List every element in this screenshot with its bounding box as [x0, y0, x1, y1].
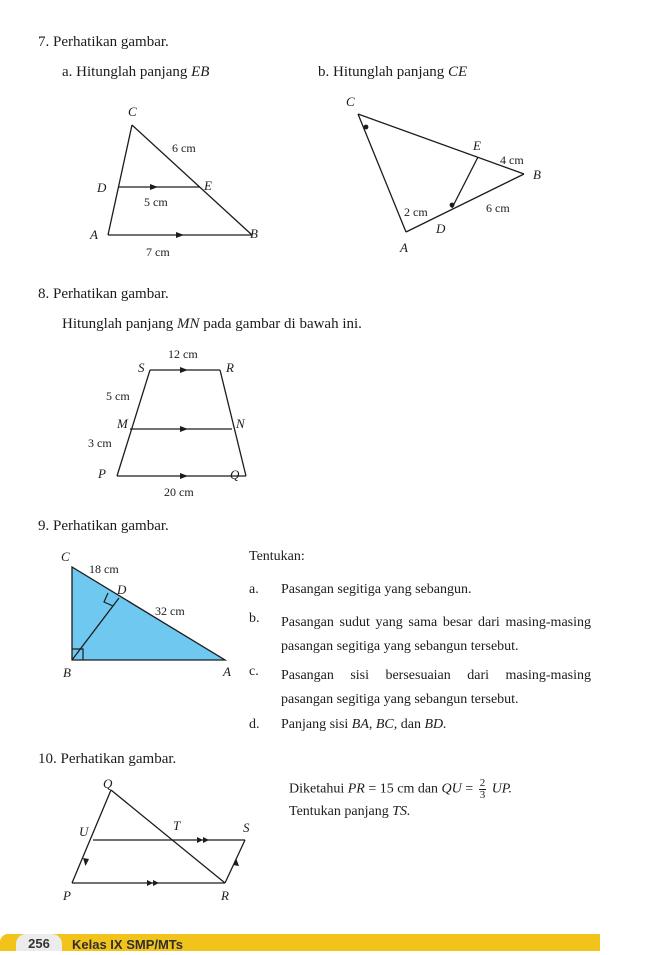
q9-d-prefix: Panjang sisi — [281, 717, 352, 732]
fig8-label-n: N — [236, 416, 245, 431]
fig10-label-r: R — [221, 888, 229, 903]
q7-figure-b — [340, 92, 560, 267]
fig8-label-m: M — [117, 416, 128, 431]
fig8-measure-pq: 20 cm — [164, 485, 194, 499]
fig10-arrow-rs — [233, 858, 239, 866]
fig10-label-q: Q — [103, 778, 113, 791]
fig8-measure-sm: 5 cm — [106, 389, 130, 403]
fig-b-measure-eb: 4 cm — [500, 153, 524, 167]
q7-figure-a — [80, 100, 280, 265]
fig9-label-a: A — [223, 664, 231, 679]
fig9-measure-cd: 18 cm — [89, 562, 119, 576]
q10-ask-prefix: Tentukan panjang — [289, 804, 393, 819]
q9-c-letter: c. — [249, 664, 259, 679]
q9-tentukan: Tentukan: — [249, 549, 305, 564]
fig-a-arrow-ab — [176, 232, 184, 238]
q9-b-letter: b. — [249, 611, 260, 626]
q7-title: 7. Perhatikan gambar. — [38, 34, 169, 50]
q7-part-a — [62, 64, 209, 81]
q8-title: 8. Perhatikan gambar. — [38, 286, 169, 302]
q7-a-var: EB — [191, 64, 210, 80]
q8-instr-var: MN — [176, 316, 200, 332]
fig8-label-s: S — [138, 360, 145, 375]
q9-d-letter: d. — [249, 717, 260, 732]
fig-b-angle-c — [364, 125, 369, 130]
q10-given-eq: = 15 cm dan — [364, 781, 442, 797]
fig-b-label-c: C — [346, 94, 355, 109]
fig10-arrow-up — [83, 858, 89, 866]
q9-d-vars: BA, BC, — [351, 717, 398, 732]
q9-d-mid: dan — [397, 717, 425, 732]
q8-instr-suffix: pada gambar di bawah ini. — [199, 316, 362, 332]
fig9-label-b: B — [63, 665, 71, 680]
q10-ask-var: TS. — [392, 804, 411, 819]
fig-a-label-e: E — [204, 178, 212, 193]
fig8-label-p: P — [98, 466, 106, 481]
q8-figure — [80, 342, 280, 502]
fig10-arrows-pr — [147, 880, 159, 886]
q7-b-text: b. Hitunglah panjang — [318, 64, 448, 80]
q10-ask — [289, 804, 411, 820]
q10-fraction — [479, 778, 487, 801]
q10-given-prefix: Diketahui — [289, 781, 348, 797]
q7-part-b — [318, 64, 467, 81]
fig-a-label-a: A — [90, 227, 98, 242]
fig8-arrow-sr — [180, 367, 188, 373]
q9-figure — [55, 545, 245, 685]
q10-given-qu: QU — [441, 781, 462, 797]
q9-b-text: Pasangan sudut yang sama besar dari masing-masing pasangan segitiga yang sebangun tersebut. — [281, 615, 591, 654]
fig9-triangle-cba — [72, 567, 225, 660]
fig9-label-c: C — [61, 549, 70, 564]
fig8-label-r: R — [226, 360, 234, 375]
fig8-arrow-mn — [180, 426, 188, 432]
fig10-label-p: P — [63, 888, 71, 903]
fig-a-arrow-de — [150, 184, 158, 190]
q10-frac-num: 2 — [479, 777, 486, 789]
q10-title: 10. Perhatikan gambar. — [38, 751, 177, 767]
q10-figure — [55, 778, 265, 908]
fig-b-label-a: A — [400, 240, 408, 255]
q9-d-last: BD. — [424, 717, 447, 732]
q9-title: 9. Perhatikan gambar. — [38, 518, 169, 534]
fig-b-side-ca — [358, 114, 406, 232]
book-title: Kelas IX SMP/MTs — [72, 937, 184, 952]
fig-a-measure-ce: 6 cm — [172, 141, 196, 155]
q8-instr-prefix: Hitunglah panjang — [62, 316, 177, 332]
fig10-label-t: T — [173, 818, 181, 833]
fig8-measure-sr: 12 cm — [168, 347, 198, 361]
fig10-side-qr — [111, 790, 225, 883]
q9-c-text: Pasangan sisi bersesuaian dari masing-masing pasangan segitiga yang sebangun tersebut. — [281, 668, 591, 707]
fig-b-side-ed — [452, 157, 478, 208]
q10-given-up: UP. — [488, 781, 513, 797]
q10-frac-den: 3 — [479, 789, 486, 801]
fig-b-measure-db: 6 cm — [486, 201, 510, 215]
q9-d-text — [281, 717, 447, 733]
fig9-measure-da: 32 cm — [155, 604, 185, 618]
q7-a-text: a. Hitunglah panjang — [62, 64, 192, 80]
fig-a-label-b: B — [250, 226, 258, 241]
fig-a-measure-de: 5 cm — [144, 195, 168, 209]
fig10-side-qp — [72, 790, 111, 883]
q9-a-text: Pasangan segitiga yang sebangun. — [281, 582, 472, 597]
q10-given-pr: PR — [347, 781, 365, 797]
fig-b-label-d: D — [436, 221, 446, 236]
q10-given — [289, 778, 512, 801]
fig-a-label-d: D — [97, 180, 107, 195]
fig8-arrow-pq — [180, 473, 188, 479]
fig10-arrows-us — [197, 837, 209, 843]
fig-b-label-b: B — [533, 167, 541, 182]
q8-instruction — [62, 316, 362, 333]
fig10-label-s: S — [243, 820, 250, 835]
fig-a-measure-ab: 7 cm — [146, 245, 170, 259]
fig-b-measure-ad: 2 cm — [404, 205, 428, 219]
fig-b-label-e: E — [473, 138, 481, 153]
fig8-measure-mp: 3 cm — [88, 436, 112, 450]
q10-given-eq2: = — [461, 781, 477, 797]
fig9-label-d: D — [117, 582, 127, 597]
fig-a-label-c: C — [128, 104, 137, 119]
fig-a-side-ca — [108, 125, 132, 235]
page-number: 256 — [16, 934, 62, 951]
fig-b-angle-d — [450, 203, 455, 208]
fig8-label-q: Q — [230, 467, 240, 482]
q9-a-letter: a. — [249, 582, 259, 597]
fig10-label-u: U — [79, 824, 89, 839]
q7-b-var: CE — [447, 64, 468, 80]
